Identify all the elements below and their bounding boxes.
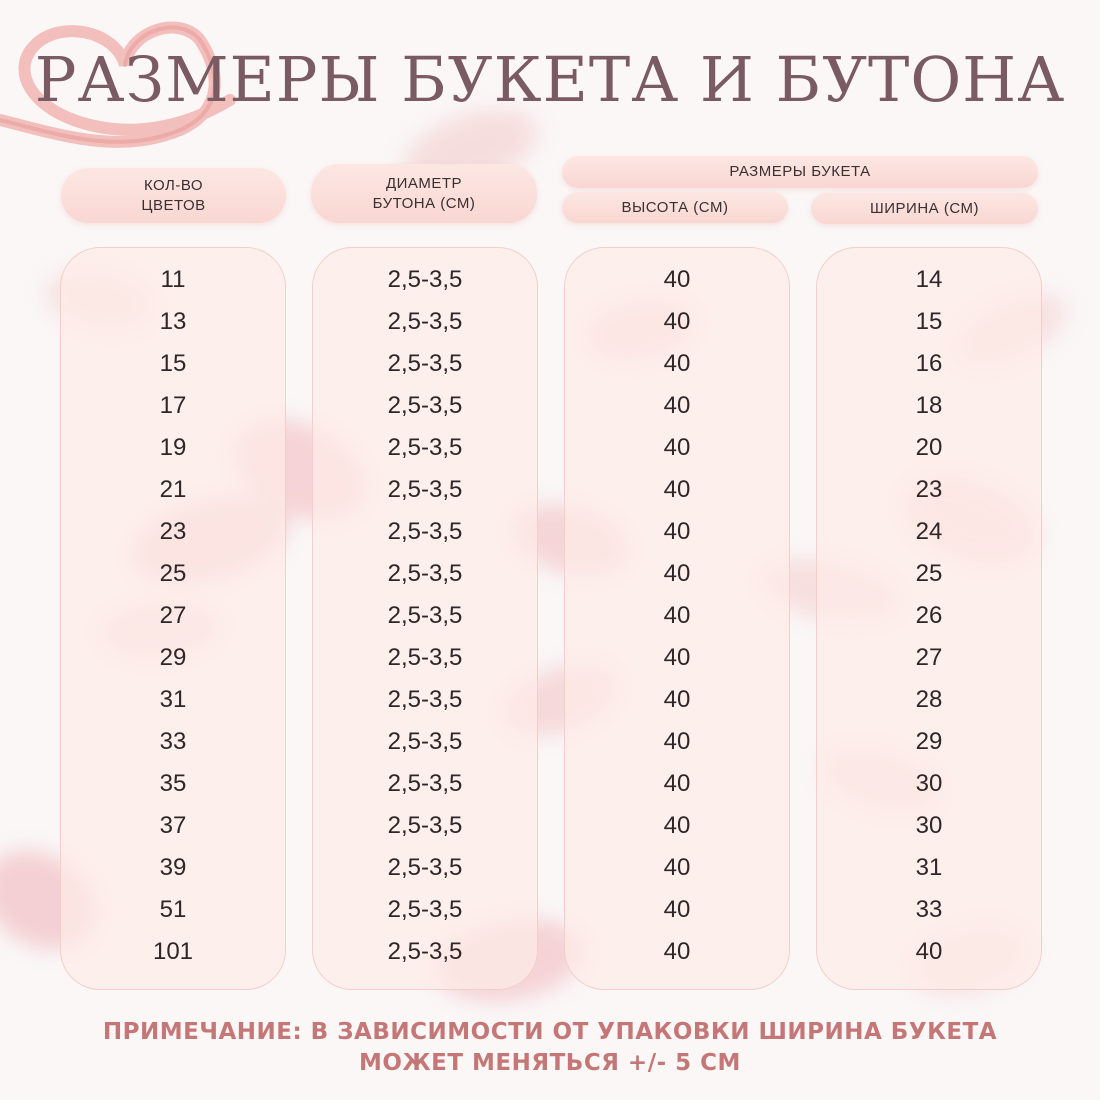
count-cell: 17	[159, 392, 187, 419]
width-cell: 30	[915, 770, 943, 797]
width-cell: 30	[915, 812, 943, 839]
count-cell: 31	[159, 686, 187, 713]
diameter-cell: 2,5-3,5	[387, 476, 463, 503]
height-cell: 40	[663, 518, 691, 545]
diameter-cell: 2,5-3,5	[387, 434, 463, 461]
height-cell: 40	[663, 560, 691, 587]
height-cell: 40	[663, 602, 691, 629]
width-cell: 31	[915, 854, 943, 881]
width-cell: 20	[915, 434, 943, 461]
count-cell: 33	[159, 728, 187, 755]
height-cell: 40	[663, 896, 691, 923]
width-cell: 29	[915, 728, 943, 755]
column-width	[816, 247, 1042, 990]
header-bouquet-size: РАЗМЕРЫ БУКЕТА	[562, 156, 1038, 188]
height-cell: 40	[663, 266, 691, 293]
diameter-cell: 2,5-3,5	[387, 896, 463, 923]
diameter-cell: 2,5-3,5	[387, 350, 463, 377]
diameter-cell: 2,5-3,5	[387, 770, 463, 797]
column-count	[60, 247, 286, 990]
count-cell: 35	[159, 770, 187, 797]
width-cell: 16	[915, 350, 943, 377]
height-cell: 40	[663, 392, 691, 419]
diameter-cell: 2,5-3,5	[387, 812, 463, 839]
width-cell: 18	[915, 392, 943, 419]
count-cell: 101	[152, 938, 194, 965]
height-cell: 40	[663, 770, 691, 797]
height-cell: 40	[663, 686, 691, 713]
height-cell: 40	[663, 812, 691, 839]
width-cell: 26	[915, 602, 943, 629]
header-height: ВЫСОТА (СМ)	[562, 192, 788, 223]
column-height	[564, 247, 790, 990]
height-cell: 40	[663, 434, 691, 461]
width-cell: 24	[915, 518, 943, 545]
height-cell: 40	[663, 728, 691, 755]
diameter-cell: 2,5-3,5	[387, 728, 463, 755]
column-diameter	[312, 247, 538, 990]
width-cell: 27	[915, 644, 943, 671]
diameter-cell: 2,5-3,5	[387, 392, 463, 419]
diameter-cell: 2,5-3,5	[387, 518, 463, 545]
width-cell: 23	[915, 476, 943, 503]
height-cell: 40	[663, 350, 691, 377]
count-cell: 29	[159, 644, 187, 671]
width-cell: 40	[915, 938, 943, 965]
count-cell: 21	[159, 476, 187, 503]
width-cell: 33	[915, 896, 943, 923]
count-cell: 15	[159, 350, 187, 377]
diameter-cell: 2,5-3,5	[387, 602, 463, 629]
height-cell: 40	[663, 938, 691, 965]
count-cell: 11	[160, 266, 186, 293]
height-cell: 40	[663, 854, 691, 881]
diameter-cell: 2,5-3,5	[387, 644, 463, 671]
diameter-cell: 2,5-3,5	[387, 308, 463, 335]
count-cell: 39	[159, 854, 187, 881]
note	[0, 1017, 1100, 1079]
count-cell: 51	[159, 896, 187, 923]
height-cell: 40	[663, 308, 691, 335]
diameter-cell: 2,5-3,5	[387, 854, 463, 881]
height-cell: 40	[663, 476, 691, 503]
width-cell: 14	[915, 266, 943, 293]
header-width: ШИРИНА (СМ)	[811, 193, 1038, 224]
count-cell: 27	[159, 602, 187, 629]
page-title: РАЗМЕРЫ БУКЕТА И БУТОНА	[34, 43, 1066, 116]
count-cell: 19	[159, 434, 187, 461]
diameter-cell: 2,5-3,5	[387, 560, 463, 587]
header-diameter: ДИАМЕТР БУТОНА (СМ)	[311, 164, 537, 223]
note-line-2: МОЖЕТ МЕНЯТЬСЯ +/- 5 СМ	[359, 1050, 741, 1076]
width-cell: 28	[915, 686, 943, 713]
count-cell: 13	[159, 308, 187, 335]
width-cell: 15	[915, 308, 943, 335]
count-cell: 25	[159, 560, 187, 587]
diameter-cell: 2,5-3,5	[387, 686, 463, 713]
header-count: КОЛ-ВО ЦВЕТОВ	[61, 168, 286, 223]
width-cell: 25	[915, 560, 943, 587]
note-line-1: ПРИМЕЧАНИЕ: В ЗАВИСИМОСТИ ОТ УПАКОВКИ ШИРИНА БУКЕТА	[102, 1019, 998, 1045]
count-cell: 37	[159, 812, 187, 839]
diameter-cell: 2,5-3,5	[387, 938, 463, 965]
count-cell: 23	[159, 518, 187, 545]
height-cell: 40	[663, 644, 691, 671]
diameter-cell: 2,5-3,5	[387, 266, 463, 293]
